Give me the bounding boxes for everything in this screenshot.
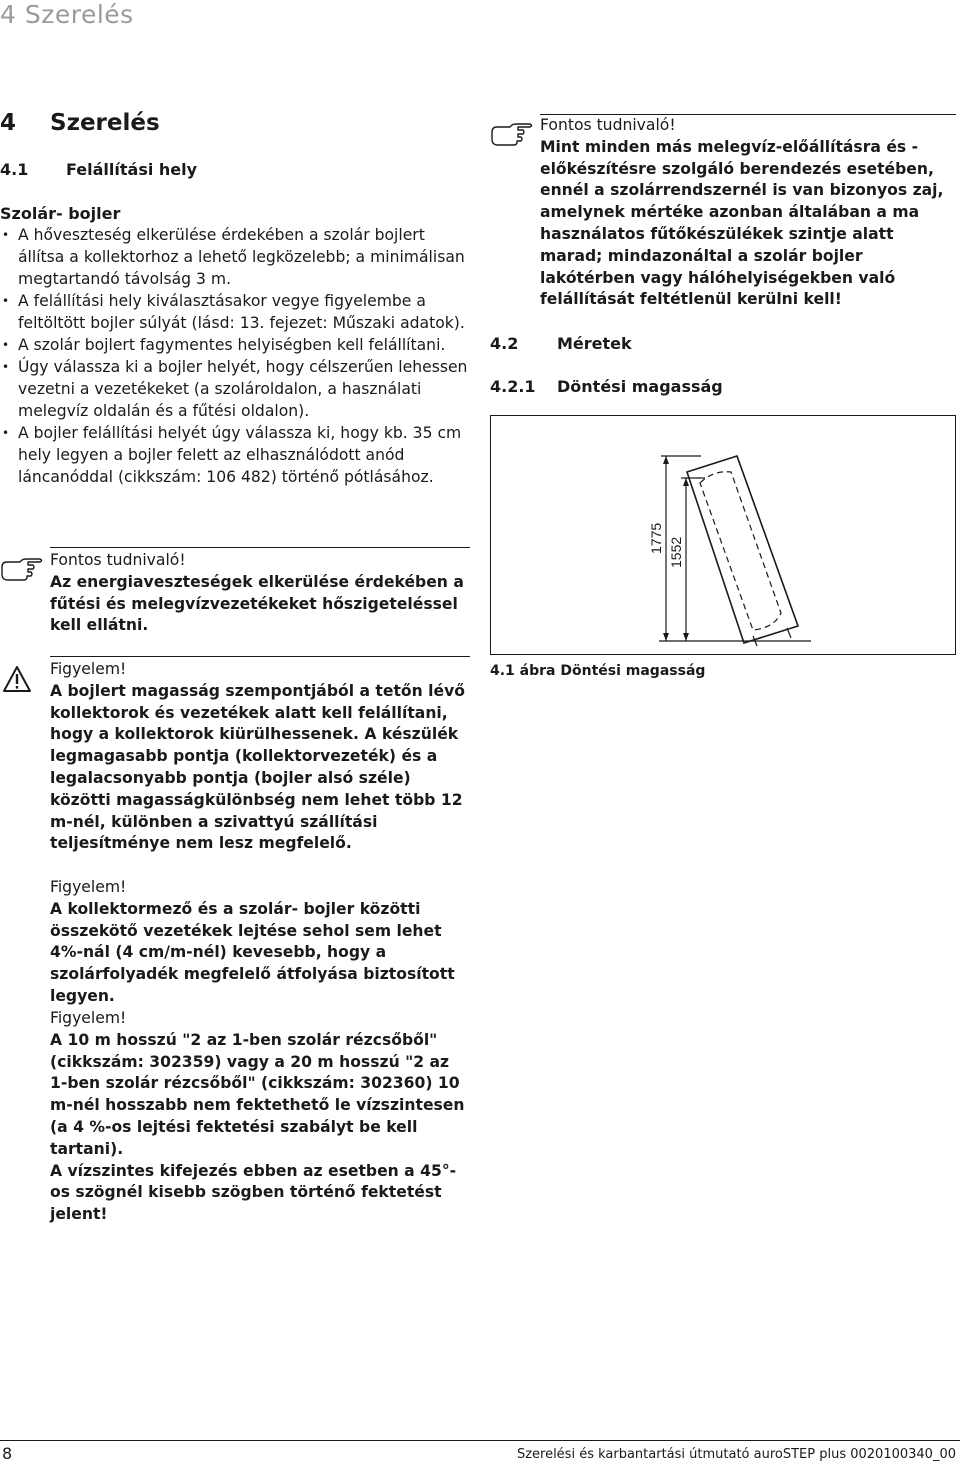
tilt-height-figure — [490, 415, 956, 655]
footer-text: Szerelési és karbantartási útmutató auroSTEP plus 0020100340_00 — [516, 1447, 956, 1462]
important-note-right — [540, 115, 956, 311]
warning-note-2 — [50, 877, 470, 1008]
dimension-label-1552: 1552 — [668, 536, 684, 568]
list-item: • A felállítási hely kiválasztásakor vegye figyelembe a feltöltött bojler súlyát (lásd: 13. fejezet: Műszaki adatok). — [0, 290, 475, 334]
note-title: Fontos tudnivaló! — [50, 551, 186, 569]
placement-bullet-list — [0, 224, 475, 488]
dimensions-number: 4.2 — [490, 334, 519, 353]
warning-body-continued: A vízszintes kifejezés ebben az esetben a 45°-os szögnél kisebb szögben történő fektetést jelent! — [50, 1161, 457, 1224]
warning-note-1 — [50, 659, 470, 855]
inner-tank-outline — [700, 472, 781, 630]
section-title: Szerelés — [50, 110, 160, 136]
list-item: • A szolár bojlert fagymentes helyiségben kell felállítani. — [0, 334, 475, 356]
note-divider — [50, 547, 470, 548]
note-body: Az energiaveszteségek elkerülése érdekében a fűtési és melegvízvezetékeket hőszigeteléssel kell ellátni. — [50, 572, 464, 635]
arrow-head — [683, 478, 689, 486]
dimension-label-1775: 1775 — [648, 522, 664, 554]
arrow-head — [663, 633, 669, 641]
running-header: 4 Szerelés — [0, 0, 134, 29]
pointing-hand-icon — [0, 553, 44, 583]
arrow-head — [683, 633, 689, 641]
subsection-title: Felállítási hely — [66, 160, 198, 179]
warning-note-3 — [50, 1008, 470, 1226]
figure-caption: 4.1 ábra Döntési magasság — [490, 663, 706, 679]
important-note-left — [50, 550, 470, 637]
warning-title: Figyelem! — [50, 1009, 127, 1027]
warning-triangle-icon — [2, 665, 32, 693]
arrow-head — [663, 456, 669, 464]
pointing-hand-icon — [490, 118, 534, 148]
section-number: 4 — [0, 110, 17, 136]
warning-body: A 10 m hosszú "2 az 1-ben szolár rézcsőből" (cikkszám: 302359) vagy a 20 m hosszú "2 az 1-ben szolár rézcsőből" (cikkszám: 302360) 10 m-nél hosszabb nem fektethető le vízszintesen (a 4 %-os lejtési fektetési szabályt be kell tartani). — [50, 1030, 465, 1158]
tilt-height-title: Döntési magasság — [557, 377, 723, 396]
warning-body: A kollektormező és a szolár- bojler közötti összekötő vezetékek lejtése sehol sem lehet 4%-nál (4 cm/m-nél) kevesebb, hogy a szolárfolyadék megfelelő átfolyása biztosított legyen. — [50, 899, 455, 1005]
subsection-number: 4.1 — [0, 160, 29, 179]
list-item: • A bojler felállítási helyét úgy válassza ki, hogy kb. 35 cm hely legyen a bojler felett az elhasználódott anód láncanóddal (cikkszám: 106 482) történő pótlásához. — [0, 422, 475, 488]
warning-title: Figyelem! — [50, 878, 127, 896]
warning-body: A bojlert magasság szempontjából a tetőn lévő kollektorok és vezetékek alatt kell felállítani, hogy a kollektorok kiürülhessenek. A készülék legmagasabb pontja (kollektorvezeték) és a legalacsonyabb pontja (bojler alsó széle) közötti magasságkülönbség nem lehet több 12 m-nél, különben a szivattyú szállítási teljesítménye nem lesz megfelelő. — [50, 681, 465, 853]
note-title: Fontos tudnivaló! — [540, 116, 676, 134]
footer-divider — [0, 1440, 960, 1441]
list-item: • Úgy válassza ki a bojler helyét, hogy célszerűen lehessen vezetni a vezetékeket (a szolároldalon, a használati melegvíz oldalán és a fűtési oldalon). — [0, 356, 475, 422]
subsection-heading — [0, 160, 197, 179]
warning-divider — [50, 656, 470, 657]
tilt-height-number: 4.2.1 — [490, 377, 536, 396]
section-heading — [0, 110, 160, 136]
list-item: • A hőveszteség elkerülése érdekében a szolár bojlert állítsa a kollektorhoz a lehető legközelebb; a minimálisan megtartandó távolság 3 m. — [0, 224, 475, 290]
tilt-height-heading — [490, 377, 723, 396]
page-number: 8 — [2, 1444, 13, 1463]
note-body: Mint minden más melegvíz-előállításra és -előkészítésre szolgáló berendezés esetében, ennél a szolárrendszernél is van bizonyos zaj, amelynek mértéke azonban általában a ma használatos fűtőkészülékek szintje alatt marad; mindazonáltal a szolár bojler lakótérben vagy hálóhelyiségekben való felállítását feltétlenül kerülni kell! — [540, 137, 944, 309]
dimensions-title: Méretek — [557, 334, 632, 353]
tilted-boiler-outline — [687, 456, 798, 643]
solar-boiler-heading: Szolár- bojler — [0, 204, 121, 223]
tilt-diagram — [491, 416, 955, 654]
dimensions-heading — [490, 334, 632, 353]
warning-title: Figyelem! — [50, 660, 127, 678]
